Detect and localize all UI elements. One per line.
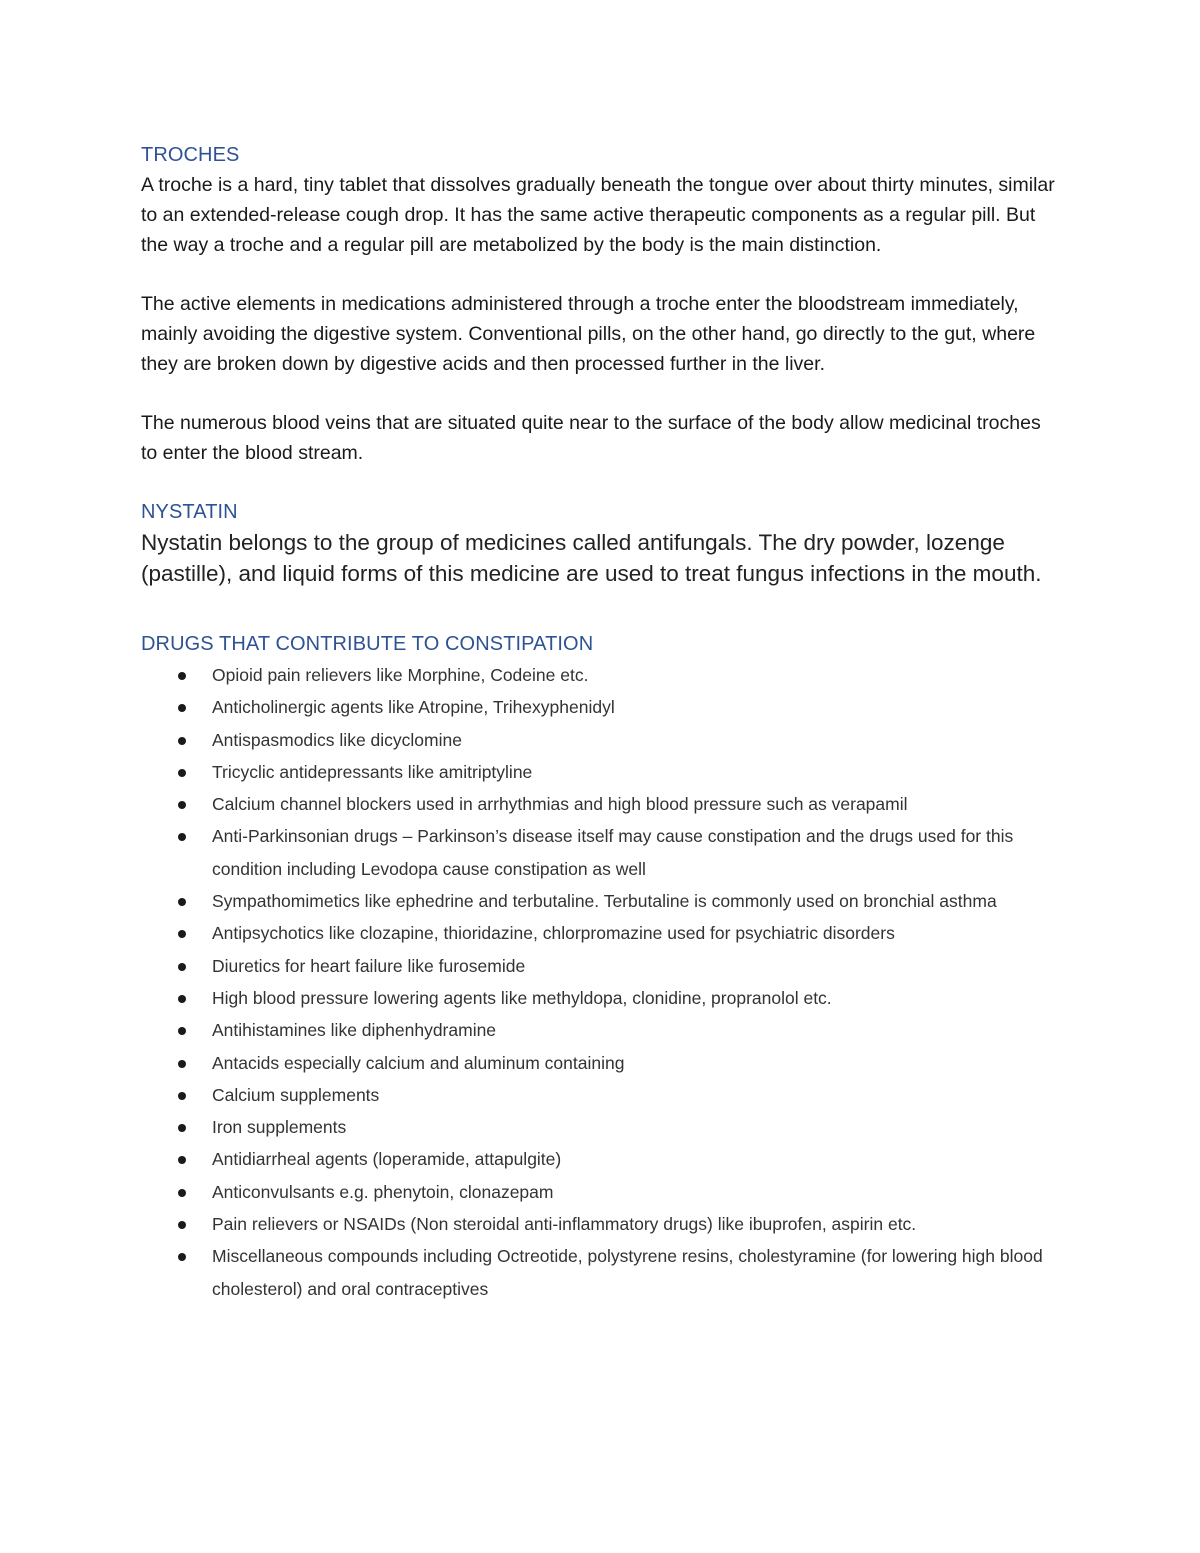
list-item	[141, 885, 1061, 917]
list-item-text: Anti-Parkinsonian drugs – Parkinson’s disease itself may cause constipation and the drugs used for this condition including Levodopa cause constipation as well	[212, 826, 1014, 879]
bullet-icon	[178, 1092, 186, 1100]
list-item	[141, 917, 1061, 949]
constipation-section	[141, 629, 1061, 1305]
list-item-text: Diuretics for heart failure like furosemide	[212, 955, 526, 976]
list-item	[141, 724, 1061, 756]
bullet-icon	[178, 672, 186, 680]
list-item-text: Antidiarrheal agents (loperamide, attapulgite)	[212, 1149, 562, 1170]
troches-paragraph-3: The numerous blood veins that are situated quite near to the surface of the body allow medicinal troches to enter the blood stream.	[141, 412, 1041, 464]
constipation-heading: DRUGS THAT CONTRIBUTE TO CONSTIPATION	[141, 633, 594, 655]
list-item	[141, 788, 1061, 820]
bullet-icon	[178, 1156, 186, 1164]
bullet-icon	[178, 898, 186, 906]
bullet-icon	[178, 1124, 186, 1132]
list-item	[141, 1111, 1061, 1143]
troches-paragraph-1: A troche is a hard, tiny tablet that dissolves gradually beneath the tongue over about thirty minutes, similar to an extended-release cough drop. It has the same active therapeutic components as a regular pill. But the way a troche and a regular pill are metabolized by the body is the main distinction.	[141, 174, 1055, 256]
bullet-icon	[178, 963, 186, 971]
list-item-text: Pain relievers or NSAIDs (Non steroidal anti-inflammatory drugs) like ibuprofen, aspirin etc.	[212, 1214, 917, 1235]
list-item-text: Calcium supplements	[212, 1084, 380, 1105]
bullet-icon	[178, 737, 186, 745]
list-item	[141, 659, 1061, 691]
bullet-icon	[178, 704, 186, 712]
list-item	[141, 820, 1061, 885]
bullet-icon	[178, 833, 186, 841]
list-item-text: Tricyclic antidepressants like amitriptyline	[212, 761, 533, 782]
constipation-drug-list	[141, 659, 1061, 1305]
bullet-icon	[178, 1027, 186, 1035]
nystatin-section	[141, 497, 1061, 589]
bullet-icon	[178, 1221, 186, 1229]
list-item	[141, 950, 1061, 982]
list-item	[141, 1176, 1061, 1208]
paragraph-gap	[141, 379, 1061, 408]
section-gap	[141, 468, 1061, 497]
list-item-text: Miscellaneous compounds including Octreotide, polystyrene resins, cholestyramine (for lowering high blood cholesterol) and oral contraceptives	[212, 1246, 1043, 1299]
list-item	[141, 1240, 1061, 1305]
list-item	[141, 1208, 1061, 1240]
list-item	[141, 1079, 1061, 1111]
bullet-icon	[178, 1189, 186, 1197]
list-item-text: Anticonvulsants e.g. phenytoin, clonazepam	[212, 1181, 554, 1202]
list-item-text: Antacids especially calcium and aluminum containing	[212, 1052, 625, 1073]
troches-heading: TROCHES	[141, 144, 240, 166]
list-item-text: Anticholinergic agents like Atropine, Trihexyphenidyl	[212, 697, 615, 718]
bullet-icon	[178, 1060, 186, 1068]
list-item	[141, 982, 1061, 1014]
troches-section	[141, 140, 1061, 468]
list-item	[141, 1047, 1061, 1079]
bullet-icon	[178, 930, 186, 938]
list-item	[141, 1143, 1061, 1175]
list-item-text: Iron supplements	[212, 1117, 347, 1138]
list-item	[141, 756, 1061, 788]
troches-paragraph-2: The active elements in medications administered through a troche enter the bloodstream immediately, mainly avoiding the digestive system. Conventional pills, on the other hand, go directly to the gut, where they are broken down by digestive acids and then processed further in the liver.	[141, 293, 1036, 375]
list-item	[141, 1014, 1061, 1046]
document-page	[141, 140, 1061, 1305]
list-item	[141, 691, 1061, 723]
bullet-icon	[178, 995, 186, 1003]
paragraph-gap	[141, 260, 1061, 289]
bullet-icon	[178, 801, 186, 809]
list-item-text: Antihistamines like diphenhydramine	[212, 1020, 497, 1041]
list-item-text: Sympathomimetics like ephedrine and terbutaline. Terbutaline is commonly used on bronchial asthma	[212, 891, 997, 912]
list-item-text: Calcium channel blockers used in arrhythmias and high blood pressure such as verapamil	[212, 794, 908, 815]
nystatin-heading: NYSTATIN	[141, 501, 238, 523]
bullet-icon	[178, 1253, 186, 1261]
list-item-text: Antipsychotics like clozapine, thioridazine, chlorpromazine used for psychiatric disorders	[212, 923, 895, 944]
list-item-text: Opioid pain relievers like Morphine, Codeine etc.	[212, 665, 589, 685]
bullet-icon	[178, 769, 186, 777]
list-item-text: Antispasmodics like dicyclomine	[212, 729, 462, 750]
list-item-text: High blood pressure lowering agents like methyldopa, clonidine, propranolol etc.	[212, 987, 832, 1008]
nystatin-paragraph: Nystatin belongs to the group of medicines called antifungals. The dry powder, lozenge (pastille), and liquid forms of this medicine are used to treat fungus infections in the mouth.	[141, 530, 1042, 586]
